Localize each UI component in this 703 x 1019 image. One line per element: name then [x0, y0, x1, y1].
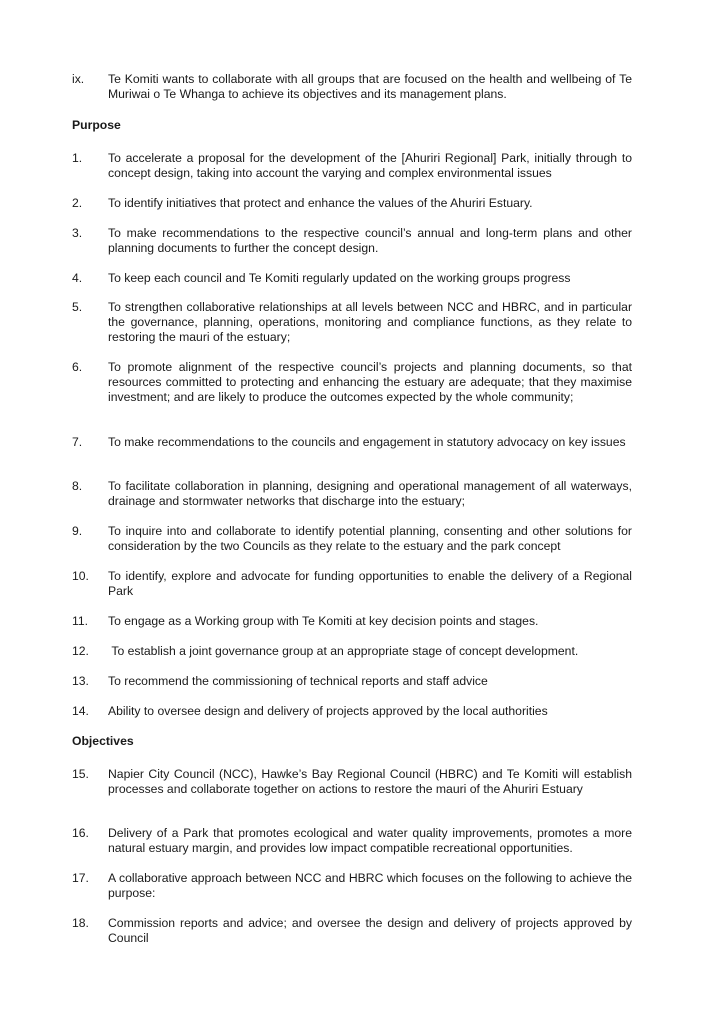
item-number: 17. [72, 871, 89, 885]
item-number: 13. [72, 674, 89, 688]
item-number: 9. [72, 524, 83, 538]
item-text: To inquire into and collaborate to identify potential planning, consenting and other solutions for consideration by the two Councils as they relate to the estuary and the park concept [108, 524, 632, 553]
item-number: 18. [72, 916, 89, 930]
item-text: Commission reports and advice; and oversee the design and delivery of projects approved by Council [108, 916, 632, 945]
item-text: To identify initiatives that protect and enhance the values of the Ahuriri Estuary. [108, 196, 533, 210]
item-text: To make recommendations to the respective council’s annual and long-term plans and other planning documents to further the concept design. [108, 226, 632, 255]
item-number: 11. [72, 614, 89, 628]
purpose-heading: Purpose [72, 118, 121, 132]
item-number: 2. [72, 196, 83, 210]
item-text: To promote alignment of the respective council’s projects and planning documents, so that resources committed to protecting and enhancing the estuary are adequate; that they maximise investment; and are likely to produce the outcomes expected by the whole community; [108, 360, 632, 404]
item-number: 1. [72, 151, 83, 165]
item-text: To engage as a Working group with Te Komiti at key decision points and stages. [108, 614, 539, 628]
item-text: To identify, explore and advocate for funding opportunities to enable the delivery of a Regional Park [108, 569, 632, 598]
item-text: To strengthen collaborative relationships at all levels between NCC and HBRC, and in particular the governance, planning, operations, monitoring and compliance functions, as they relate to restoring the mauri of the estuary; [108, 300, 632, 344]
objectives-heading: Objectives [72, 734, 134, 748]
item-number: 12. [72, 644, 89, 658]
item-number: 6. [72, 360, 83, 374]
item-number: 8. [72, 479, 83, 493]
item-text: To make recommendations to the councils and engagement in statutory advocacy on key issues [108, 435, 626, 449]
item-text: To accelerate a proposal for the development of the [Ahuriri Regional] Park, initially through to concept design, taking into account the varying and complex environmental issues [108, 151, 632, 180]
item-text: Delivery of a Park that promotes ecological and water quality improvements, promotes a more natural estuary margin, and provides low impact compatible recreational opportunities. [108, 826, 632, 855]
item-text: Ability to oversee design and delivery of projects approved by the local authorities [108, 704, 548, 718]
item-number: 10. [72, 569, 89, 583]
item-number: ix. [72, 72, 85, 86]
item-text: Napier City Council (NCC), Hawke’s Bay Regional Council (HBRC) and Te Komiti will establish processes and collaborate together on actions to restore the mauri of the Ahuriri Estuary [108, 767, 632, 796]
item-number: 5. [72, 300, 83, 314]
item-text: To facilitate collaboration in planning, designing and operational management of all waterways, drainage and stormwater networks that discharge into the estuary; [108, 479, 632, 508]
item-text: Te Komiti wants to collaborate with all groups that are focused on the health and wellbeing of Te Muriwai o Te Whanga to achieve its objectives and its management plans. [108, 72, 632, 101]
item-number: 4. [72, 271, 83, 285]
item-number: 3. [72, 226, 83, 240]
item-text: To establish a joint governance group at an appropriate stage of concept development. [108, 644, 579, 658]
item-number: 14. [72, 704, 89, 718]
item-text: To keep each council and Te Komiti regularly updated on the working groups progress [108, 271, 571, 285]
item-text: A collaborative approach between NCC and HBRC which focuses on the following to achieve the purpose: [108, 871, 632, 900]
item-number: 7. [72, 435, 83, 449]
item-text: To recommend the commissioning of technical reports and staff advice [108, 674, 488, 688]
item-number: 16. [72, 826, 89, 840]
item-number: 15. [72, 767, 89, 781]
